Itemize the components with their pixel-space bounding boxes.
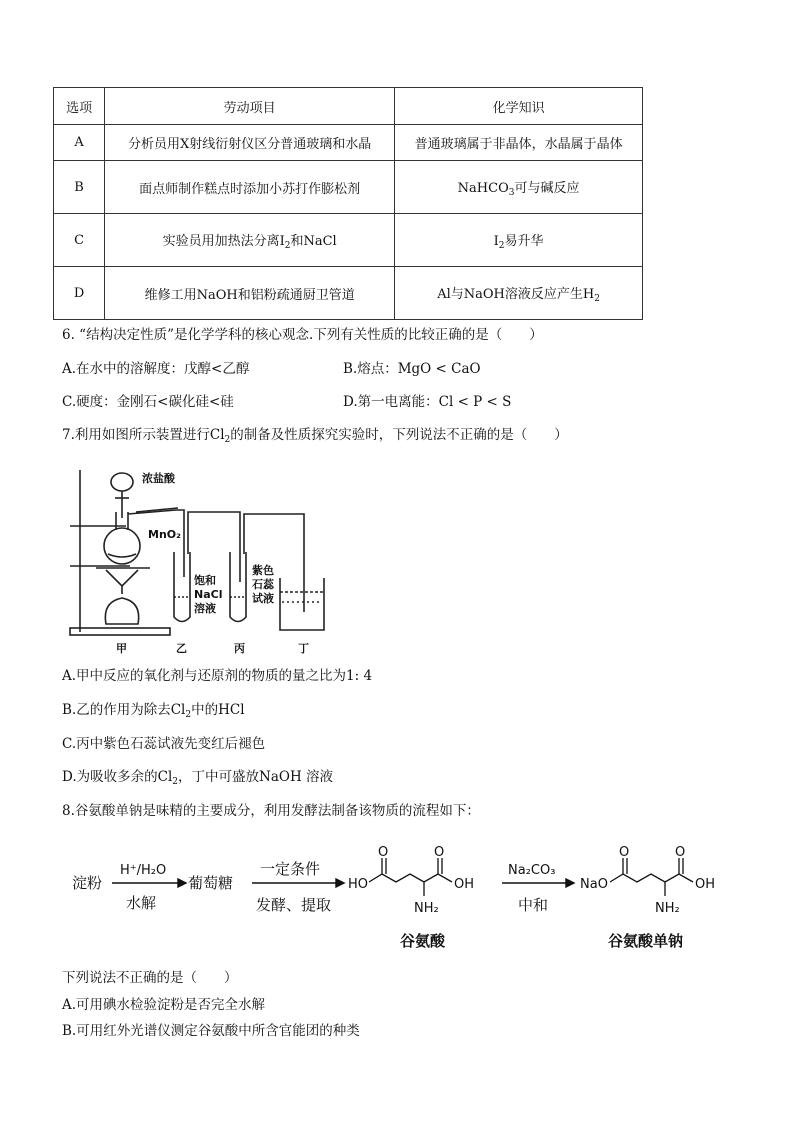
label-mno2: MnO₂ — [148, 528, 181, 541]
options-table — [53, 87, 643, 320]
row-task: 面点师制作糕点时添加小苏打作膨松剂 — [105, 161, 395, 214]
msg-o-right: O — [675, 845, 686, 860]
q6-option-d: D.第一电离能：Cl < P < S — [343, 394, 512, 410]
flow-step3-bottom: 中和 — [518, 896, 549, 914]
table-header-row — [54, 88, 643, 125]
label-yi-3: 溶液 — [194, 602, 216, 615]
q6-option-b: B.熔点：MgO < CaO — [343, 361, 481, 377]
label-jia: 甲 — [116, 642, 127, 655]
row-task: 实验员用加热法分离$I_2$和NaCl — [105, 214, 395, 267]
glu-ho: HO — [348, 877, 369, 892]
flow-step3-top: Na₂CO₃ — [508, 863, 556, 878]
label-yi: 乙 — [176, 642, 187, 655]
label-bing-1: 紫色 — [252, 564, 274, 577]
glu-oh: OH — [454, 877, 475, 892]
label-bing-3: 试液 — [252, 592, 274, 605]
label-ding: 丁 — [298, 642, 309, 655]
row-option: A — [54, 125, 105, 161]
row-knowledge: NaHCO$_3$可与碱反应 — [395, 161, 643, 214]
q8-option-b: B.可用红外光谱仪测定谷氨酸中所含官能团的种类 — [62, 1023, 360, 1039]
table-row — [54, 214, 643, 267]
table-row — [54, 125, 643, 161]
row-knowledge: 普通玻璃属于非晶体，水晶属于晶体 — [395, 125, 643, 161]
label-bing-2: 石蕊 — [252, 578, 274, 591]
msg-name: 谷氨酸单钠 — [608, 932, 684, 950]
row-option: D — [54, 267, 105, 320]
table-row — [54, 161, 643, 214]
label-yi-2: NaCl — [194, 588, 223, 601]
apparatus-figure — [66, 462, 326, 657]
msg-o-left: O — [619, 845, 630, 860]
flow-glucose: 葡萄糖 — [188, 874, 234, 892]
label-yi-1: 饱和 — [194, 574, 216, 587]
q6-stem: 6. “结构决定性质”是化学学科的核心观念.下列有关性质的比较正确的是（ ） — [62, 327, 543, 343]
q6-option-c: C.硬度：金刚石<碳化硅<硅 — [62, 394, 234, 410]
msg-nao: NaO — [580, 877, 608, 892]
row-knowledge: Al与NaOH溶液反应产生$H_2$ — [395, 267, 643, 320]
flow-step2-top: 一定条件 — [260, 860, 321, 878]
flow-step1-bottom: 水解 — [126, 894, 157, 912]
q7-option-c: C.丙中紫色石蕊试液先变红后褪色 — [62, 736, 266, 752]
row-knowledge: $I_2$易升华 — [395, 214, 643, 267]
q8-prompt: 下列说法不正确的是（ ） — [62, 970, 238, 986]
q7-option-a: A.甲中反应的氧化剂与还原剂的物质的量之比为1: 4 — [62, 668, 373, 684]
row-task: 维修工用NaOH和铝粉疏通厨卫管道 — [105, 267, 395, 320]
glu-name: 谷氨酸 — [400, 932, 446, 950]
glu-o-right: O — [434, 845, 445, 860]
glu-nh2: NH₂ — [414, 901, 439, 916]
synthesis-flow — [62, 838, 732, 958]
q7-option-d: D.为吸收多余的$Cl_2$，丁中可盛放NaOH 溶液 — [62, 769, 334, 787]
glu-o-left: O — [378, 845, 389, 860]
flow-step2-bottom: 发酵、提取 — [256, 896, 332, 914]
row-task: 分析员用X射线衍射仪区分普通玻璃和水晶 — [105, 125, 395, 161]
q6-option-a: A.在水中的溶解度：戊醇<乙醇 — [62, 361, 250, 377]
q8-stem: 8.谷氨酸单钠是味精的主要成分，利用发酵法制备该物质的流程如下： — [62, 803, 480, 819]
msg-oh: OH — [695, 877, 716, 892]
table-row — [54, 267, 643, 320]
header-option: 选项 — [54, 88, 105, 125]
row-option: B — [54, 161, 105, 214]
msg-nh2: NH₂ — [655, 901, 680, 916]
flow-starch: 淀粉 — [72, 874, 103, 892]
flow-step1-top: H⁺/H₂O — [120, 863, 167, 878]
q7-option-b: B.乙的作用为除去$Cl_2$中的HCl — [62, 702, 245, 720]
label-bing: 丙 — [234, 642, 245, 655]
row-option: C — [54, 214, 105, 267]
q7-stem: 7.利用如图所示装置进行$Cl_2$的制备及性质探究实验时，下列说法不正确的是（ ） — [62, 427, 568, 445]
label-acid: 浓盐酸 — [142, 472, 175, 485]
header-knowledge: 化学知识 — [395, 88, 643, 125]
q8-option-a: A.可用碘水检验淀粉是否完全水解 — [62, 997, 266, 1013]
header-task: 劳动项目 — [105, 88, 395, 125]
